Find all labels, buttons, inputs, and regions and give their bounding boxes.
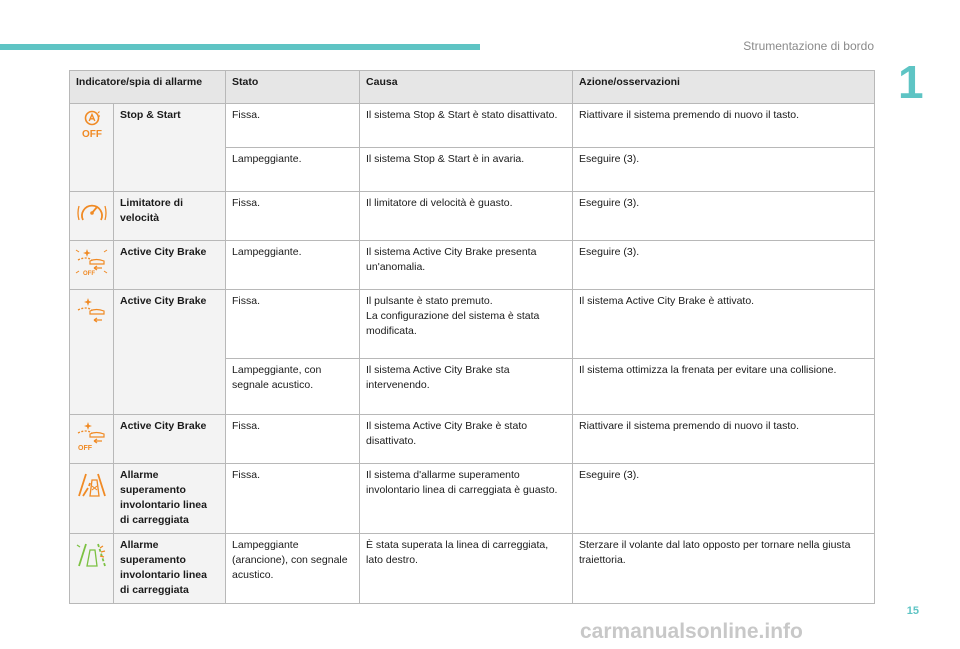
header-state: Stato: [226, 71, 360, 104]
chapter-number: 1: [898, 56, 924, 108]
icon-cell: [70, 534, 114, 604]
svg-text:OFF: OFF: [82, 271, 95, 277]
state-cell: Lampeggiante.: [226, 241, 360, 290]
active-city-brake-off-flashing-icon: [74, 247, 110, 277]
state-cell: Fissa.: [226, 104, 360, 148]
icon-cell: [70, 290, 114, 415]
action-cell: Sterzare il volante dal lato opposto per tornare nella giusta traiettoria.: [573, 534, 875, 604]
table-row: [70, 104, 875, 148]
cause-cell: Il sistema d'allarme superamento involontario linea di carreggiata è guasto.: [360, 464, 573, 534]
indicator-name: Allarme superamento involontario linea di carreggiata: [114, 534, 226, 604]
state-cell: Fissa.: [226, 192, 360, 241]
indicator-name: Active City Brake: [114, 415, 226, 464]
indicator-name: Active City Brake: [114, 290, 226, 415]
cause-cell: Il sistema Active City Brake sta intervenendo.: [360, 359, 573, 415]
page-number: 15: [906, 605, 919, 617]
cause-cell: È stata superata la linea di carreggiata, lato destro.: [360, 534, 573, 604]
action-cell: Il sistema ottimizza la frenata per evitare una collisione.: [573, 359, 875, 415]
cause-cell: Il limitatore di velocità è guasto.: [360, 192, 573, 241]
header-accent-bar: [0, 44, 480, 50]
header-cause: Causa: [360, 71, 573, 104]
cause-cell: Il pulsante è stato premuto. La configurazione del sistema è stata modificata.: [360, 290, 573, 359]
cause-cell: Il sistema Active City Brake è stato disattivato.: [360, 415, 573, 464]
svg-text:OFF: OFF: [81, 129, 102, 140]
icon-cell: [70, 104, 114, 192]
icon-cell: [70, 415, 114, 464]
active-city-brake-off-icon: [74, 421, 110, 451]
action-cell: Eseguire (3).: [573, 192, 875, 241]
icon-cell: [70, 241, 114, 290]
state-cell: Fissa.: [226, 415, 360, 464]
section-title: Strumentazione di bordo: [743, 39, 874, 53]
state-cell: Lampeggiante, con segnale acustico.: [226, 359, 360, 415]
active-city-brake-icon: [74, 296, 110, 326]
state-cell: Lampeggiante (arancione), con segnale acustico.: [226, 534, 360, 604]
state-cell: Fissa.: [226, 290, 360, 359]
table-header-row: [70, 71, 875, 104]
lane-departure-active-icon: [74, 540, 110, 570]
action-cell: Eseguire (3).: [573, 464, 875, 534]
table-row: [70, 241, 875, 290]
svg-text:OFF: OFF: [77, 445, 92, 451]
footer-watermark: carmanualsonline.info: [580, 620, 803, 643]
lane-departure-warning-icon: [74, 470, 110, 500]
auto-stop-off-icon: [74, 110, 110, 140]
table-row: [70, 192, 875, 241]
cause-cell: Il sistema Stop & Start è stato disattivato.: [360, 104, 573, 148]
indicator-name: Active City Brake: [114, 241, 226, 290]
icon-cell: [70, 192, 114, 241]
cause-cell: Il sistema Stop & Start è in avaria.: [360, 148, 573, 192]
table-row: [70, 415, 875, 464]
indicator-name: Stop & Start: [114, 104, 226, 192]
action-cell: Il sistema Active City Brake è attivato.: [573, 290, 875, 359]
cause-cell: Il sistema Active City Brake presenta un'anomalia.: [360, 241, 573, 290]
action-cell: Eseguire (3).: [573, 148, 875, 192]
table-row: [70, 464, 875, 534]
table-row: [70, 290, 875, 359]
indicator-name: Allarme superamento involontario linea di carreggiata: [114, 464, 226, 534]
action-cell: Riattivare il sistema premendo di nuovo il tasto.: [573, 104, 875, 148]
state-cell: Fissa.: [226, 464, 360, 534]
warning-lights-table: [69, 70, 875, 604]
speed-limiter-icon: [74, 198, 110, 228]
action-cell: Riattivare il sistema premendo di nuovo il tasto.: [573, 415, 875, 464]
state-cell: Lampeggiante.: [226, 148, 360, 192]
header-indicator: Indicatore/spia di allarme: [70, 71, 226, 104]
action-cell: Eseguire (3).: [573, 241, 875, 290]
table-row: [70, 534, 875, 604]
icon-cell: [70, 464, 114, 534]
indicator-name: Limitatore di velocità: [114, 192, 226, 241]
header-action: Azione/osservazioni: [573, 71, 875, 104]
